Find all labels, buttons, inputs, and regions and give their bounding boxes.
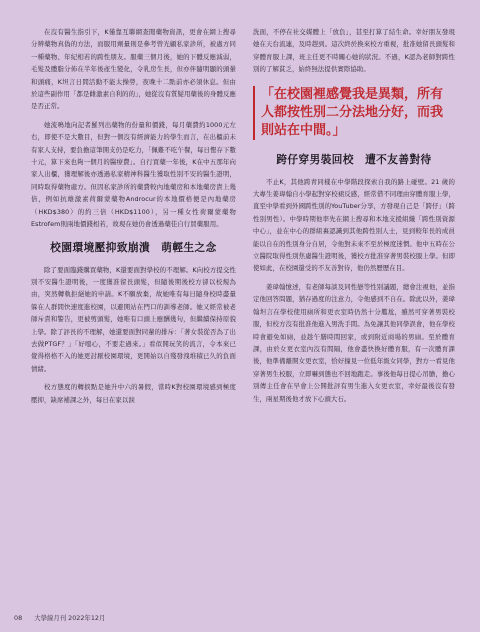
section-subheading: 跨仔穿男裝回校 遭不友善對待 [276, 153, 432, 166]
pull-quote: 「在校園裡感覺我是異類，所有人都按性別二分法地分好，而我則站在中間。」 [253, 86, 455, 140]
body-paragraph: 不止K，其他跨青同樣在中學階段探索自我的路上碰壁。21 歲的大專生姜瑋翰自小學起對穿校裙反感，經常借不同理由穿體育服上學，直至中學看到外國跨性別的YouTuber分享，方發現自己是「跨仔」（跨性別男性）。中學時期他率先在網上搜尋和本地支援組織「跨性別資源中心」，並在中心的群組裏認識到其他跨性別人士，見到較年長的成員能以自在的性別身分自居，令他對未來不至於極度迷惘。他中五時在公立醫院取得性別焦慮醫生證明後，獲校方批准穿著男裝校服上學。但即使如此，在校園還受的不友善對待，他仍然歷歷在目。 [253, 177, 455, 273]
page-number: 08 [14, 614, 23, 622]
section-subheading: 校園環境壓抑致崩潰 萌輕生之念 [50, 241, 217, 254]
page-footer [14, 613, 115, 622]
body-paragraph: 校方態度的轉捩點是她升中六的暑假，當時K對校園環境感到極度壓抑，缺席補課之外，每日在家以淚 [31, 383, 236, 404]
body-paragraph: 她流鳴地向記者羅列出藥物的份量和價錢，每月藥費約1000元左右，即使不是大數目，但對一個沒有經濟能力的學生而言，在出櫃前未有家人支持，要負擔這筆開支仍是吃力，「佩難不吃午餐，每日慳存下數十元，算下來也夠一個月的醫療費」。自行買藥一年後，K在中五那年向家人出櫃，獲理解後亦透過私家精神科醫生獲取性別不安的醫生證明，同時取得藥物處方。但因私家診所的藥費較內地藥房和本地藥房貴上幾倍，例如抗雄激素荷爾蒙藥物Androcur的本地價格便是內地藥房（HKD$380）的約三倍（HKD$1100），另一種女性荷爾蒙藥物Estrofem則兩地價錢相若，故現在她仍會透過藥佳自行買藥服用。 [31, 120, 236, 229]
magazine-issue: 大學線月刊 2022年12月 [34, 614, 106, 622]
body-paragraph: 洗面，不停在社交媒體上「放負」，甚至打算了結生命。幸好朋友發現她在天台流連，及時趕到。這次終於換來校方重視，批准她留長頭髮和穿體育服上課，班主任更不時關心她的狀況。不過，K認為老師對跨性別的了解貧乏，始終無法提供實際協助。 [253, 28, 455, 74]
right-column [253, 26, 455, 405]
left-column [31, 26, 236, 406]
body-paragraph: 在沒有醫生指引下，K僅靠互聯網查閱藥物資訊，更會在網上搜尋分辨藥物真偽的方法，而服用劑量則是參考曾光顧私家診所，被處方同一種藥物、年紀相若的跨性朋友。服藥三個月後，她的下體反應減弱，毛髮及體脂分佈在半年後產生變化，令乳房生長，但亦伴隨明顯的頭暈和頭痛，K坦言日間活動不能太操勞，夜晚十二點前亦必須休息。但由於這些副作用「都是雌激素自利的的」，她從沒有質疑用藥後的身體反應是否正常。 [31, 28, 236, 111]
body-paragraph: 除了要面臨錢購買藥物，K還要面對學校的不理解。K向校方提交性別不安醫生證明後，一度獲准留長頭髮，但隨後期後校方卻以校規為由，突然轉軌拒絕她的申請。K不願放棄，故她唯有每日隨身校時盡量躲在人群間快速度進校園，以避開站在門口的訓導老師。她又經常被老師斥責和警告，更被剪頭髮，她唯有口頭上應酬幾句，但繼續保持原貌上學。除了評長的不理解，她還要面對同輩的排斥：「著女裝從否為了出去做PTGF？」「好噁心，不要走過來。」看似開玩笑的流言，令本來已覺得格格不入的她更討厭校園環境，更開始以自殘發洩堆積已久的負面情緒。 [31, 265, 236, 373]
body-paragraph: 姜瑋翰憶述，有老師每談及同性戀等性別議題，總會注視他，並指定他回答問題，猶存過度的注意力，令他感到不自在。除此以外，姜瑋翰坦言在學校使用廁所和更衣室時仍然十分尷尬，雖然可穿著男裝校服，但校方沒有批准他進入男洗手間。為免讓其他同學誤會，他在學校時會避免如廁，並趁午膳時間回家，或到附近商場的男廁。至於體育課，由於女更衣室內沒有間隔，他會盡快換好體育服，有一次體育課後，他準備離開女更衣室，恰好撞見一位低年級女同學，對方一看見他穿著男生校服，立即嚇到態也不回地跑走。事後他每日提心吊膽，擔心別傳主任會在早會上公開批評有男生進入女更衣室，幸好最後沒有發生，兩星期後他才放下心頭大石。 [253, 282, 455, 403]
